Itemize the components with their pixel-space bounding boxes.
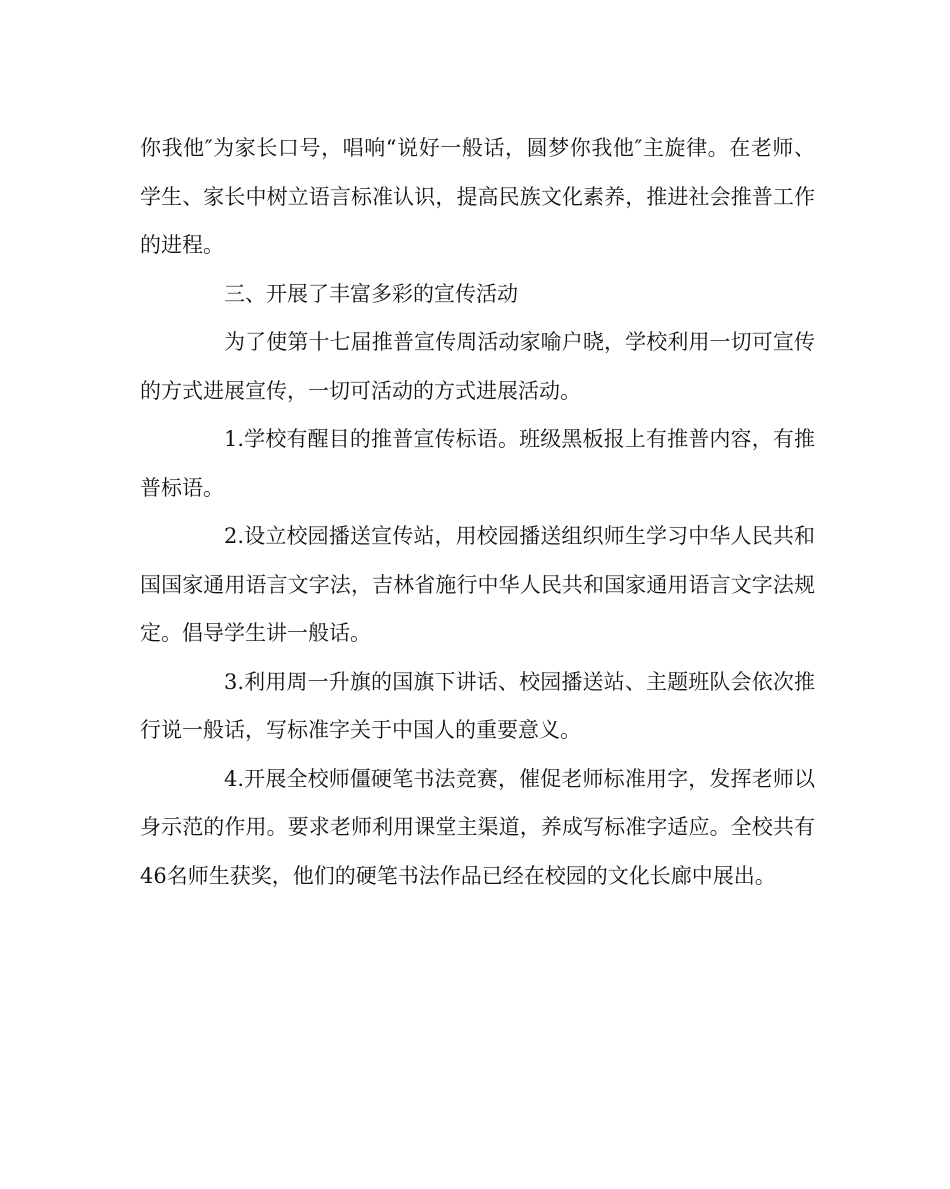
paragraph-3: 为了使第十七届推普宣传周活动家喻户晓，学校利用一切可宣传的方式进展宣传，一切可活动的方式进展活动。 bbox=[140, 330, 815, 403]
section-heading-3: 三、开展了丰富多彩的宣传活动 bbox=[224, 281, 518, 306]
list-item-3: 3.利用周一升旗的国旗下讲话、校园播送站、主题班队会依次推行说一般话，写标准字关于中国人的重要意义。 bbox=[140, 669, 815, 742]
list-item-4: 4.开展全校师僵硬笔书法竞赛，催促老师标准用字，发挥老师以身示范的作用。要求老师利用课堂主渠道，养成写标准字适应。全校共有46名师生获奖，他们的硬笔书法作品已经在校园的文化长廊中展出。 bbox=[140, 766, 815, 888]
list-item-2: 2.设立校园播送宣传站，用校园播送组织师生学习中华人民共和国国家通用语言文字法，吉林省施行中华人民共和国家通用语言文字法规定。倡导学生讲一般话。 bbox=[140, 524, 815, 645]
paragraph-1: 你我他″为家长口号，唱响“说好一般话，圆梦你我他″主旋律。在老师、学生、家长中树立语言标准认识，提高民族文化素养，推进社会推普工作的进程。 bbox=[140, 136, 815, 257]
list-item-1: 1.学校有醒目的推普宣传标语。班级黑板报上有推普内容，有推普标语。 bbox=[140, 427, 815, 500]
document-body bbox=[140, 124, 815, 900]
